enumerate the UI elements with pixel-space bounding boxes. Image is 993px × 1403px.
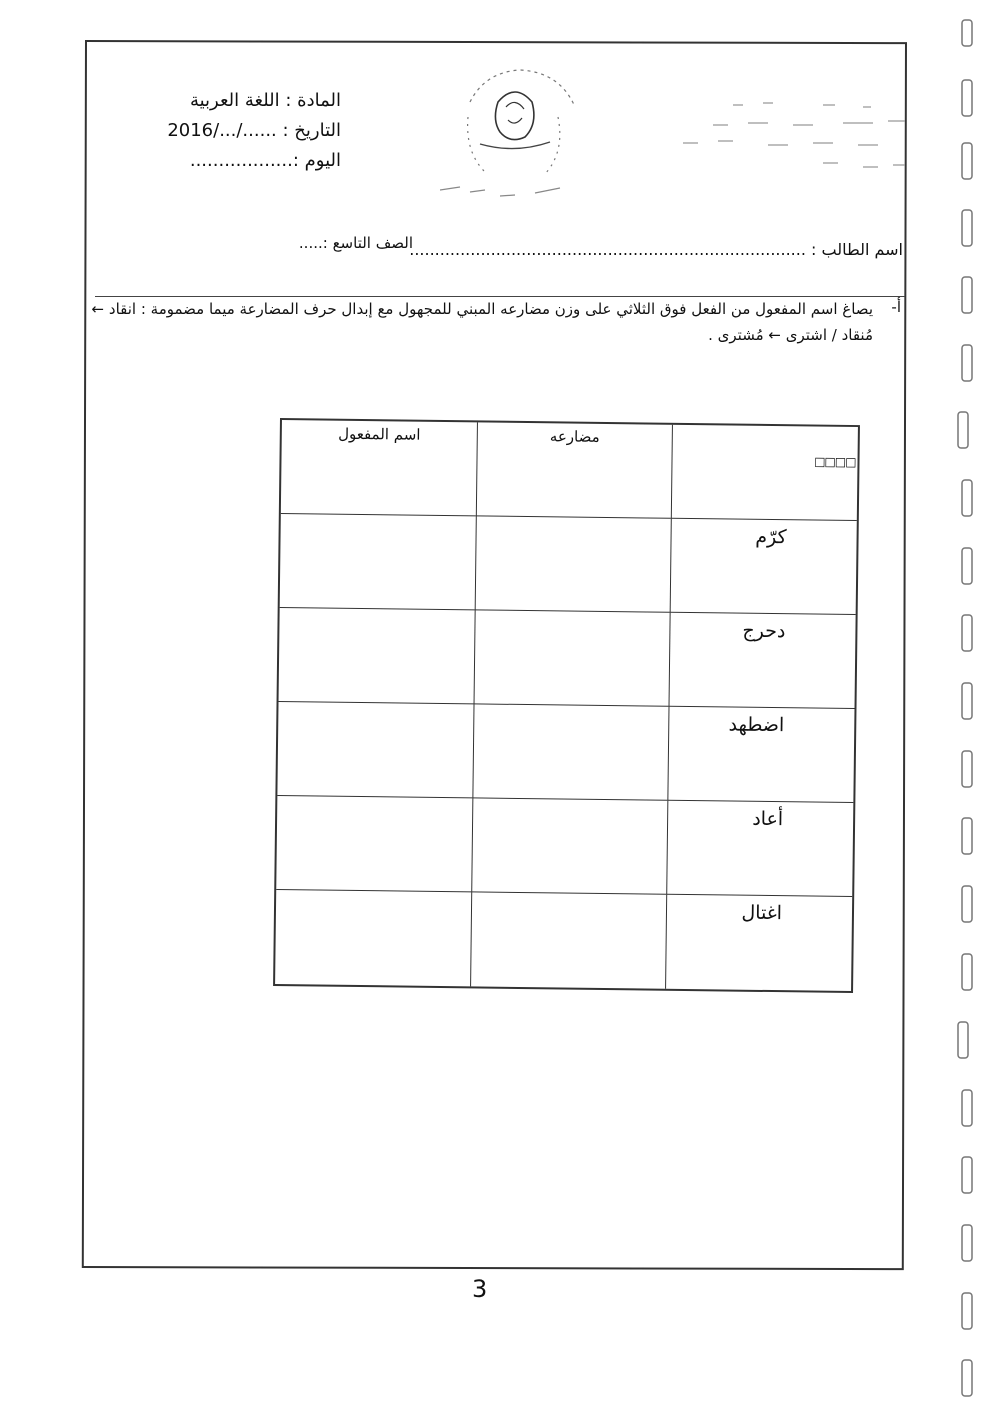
- subject-label: المادة : اللغة العربية: [189, 90, 341, 111]
- question-letter: أ-: [891, 298, 901, 316]
- verb-cell: دحرج: [669, 613, 856, 709]
- page-number: 3: [472, 1275, 488, 1303]
- answer-cell[interactable]: [279, 608, 475, 704]
- verb-cell: كرّم: [670, 519, 857, 615]
- header-verb: □□□□: [671, 425, 858, 521]
- answer-cell[interactable]: [470, 892, 666, 988]
- verb-cell: اضطهد: [667, 707, 854, 803]
- answer-cell[interactable]: [280, 514, 476, 610]
- header-present: مضارعه: [476, 422, 672, 518]
- answer-cell[interactable]: [475, 516, 671, 612]
- header-participle: اسم المفعول: [281, 420, 477, 516]
- answer-cell[interactable]: [471, 798, 667, 894]
- school-header-faint: [673, 95, 913, 185]
- exercise-table: [273, 418, 860, 993]
- date-label: التاريخ : ....../.../2016: [167, 120, 341, 141]
- answer-cell[interactable]: [472, 704, 668, 800]
- grade-label: الصف التاسع :.....: [298, 234, 413, 252]
- question-instruction: يصاغ اسم المفعول من الفعل فوق الثلاثي على وزن مضارعه المبني للمجهول مع إبدال حرف المضارعة ميما مضمومة : انقاد ← مُنقاد / اشترى ← مُشترى .: [91, 300, 873, 344]
- verb-cell: اغتال: [665, 895, 852, 991]
- verb-cell: أعاد: [666, 801, 853, 897]
- day-label: اليوم :..................: [189, 150, 341, 171]
- answer-cell[interactable]: [276, 796, 472, 892]
- binding-holes-decoration: [955, 15, 980, 1400]
- answer-cell[interactable]: [474, 610, 670, 706]
- school-seal-logo: [440, 62, 590, 202]
- student-name-field: اسم الطالب : ..............................................................................: [409, 240, 903, 259]
- answer-cell[interactable]: [275, 890, 471, 986]
- answer-cell[interactable]: [277, 702, 473, 798]
